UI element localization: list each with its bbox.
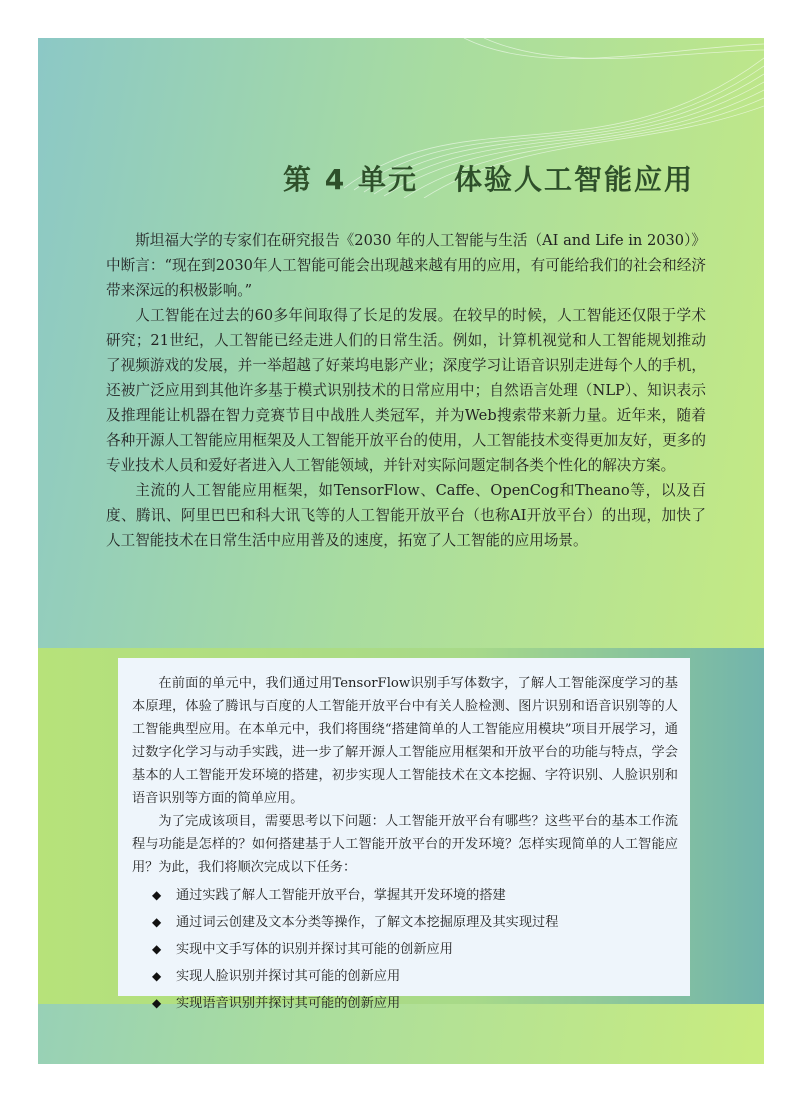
intro-paragraph: 斯坦福大学的专家们在研究报告《2030 年的人工智能与生活（AI and Life in 2030）》中断言：“现在到2030年人工智能可能会出现越来越有用的应用，有可能给我们的社会和经济带来深远的积极影响。”: [106, 232, 706, 299]
task-text: 通过词云创建及文本分类等操作，了解文本挖掘原理及其实现过程: [176, 915, 559, 930]
intro-paragraph: 人工智能在过去的60多年间取得了长足的发展。在较早的时候，人工智能还仅限于学术研究；21世纪，人工智能已经走进人们的日常生活。例如，计算机视觉和人工智能规划推动了视频游戏的发展，并一举超越了好莱坞电影产业；深度学习让语音识别走进每个人的手机，还被广泛应用到其他许多基于模式识别技术的日常应用中；自然语言处理（NLP）、知识表示及推理能让机器在智力竞赛节目中战胜人类冠军，并为Web搜索带来新力量。近年来，随着各种开源人工智能应用框架及人工智能开放平台的使用，人工智能技术变得更加友好，更多的专业技术人员和爱好者进入人工智能领域，并针对实际问题定制各类个性化的解决方案。: [106, 307, 706, 474]
task-item: [152, 882, 678, 909]
task-item: [152, 963, 678, 990]
task-text: 实现人脸识别并探讨其可能的创新应用: [176, 969, 401, 984]
overview-paragraph: 为了完成该项目，需要思考以下问题：人工智能开放平台有哪些？这些平台的基本工作流程与功能是怎样的？如何搭建基于人工智能开放平台的开发环境？怎样实现简单的人工智能应用？为此，我们将顺次完成以下任务：: [132, 814, 678, 875]
diamond-bullet-icon: ◆: [152, 996, 162, 1010]
task-text: 实现中文手写体的识别并探讨其可能的创新应用: [176, 942, 453, 957]
task-item: [152, 909, 678, 936]
diamond-bullet-icon: ◆: [152, 969, 162, 983]
unit-overview-box: [118, 658, 690, 1011]
unit-name: 体验人工智能应用: [453, 163, 694, 196]
overview-paragraph: 在前面的单元中，我们通过用TensorFlow识别手写体数字，了解人工智能深度学习的基本原理，体验了腾讯与百度的人工智能开放平台中有关人脸检测、图片识别和语音识别等的人工智能典型应用。在本单元中，我们将围绕“搭建简单的人工智能应用模块”项目开展学习，通过数字化学习与动手实践，进一步了解开源人工智能应用框架和开放平台的功能与特点，学会基本的人工智能开发环境的搭建，初步实现人工智能技术在文本挖掘、字符识别、人脸识别和语音识别等方面的简单应用。: [132, 676, 678, 806]
task-text: 通过实践了解人工智能开放平台，掌握其开发环境的搭建: [176, 888, 506, 903]
intro-paragraph: 主流的人工智能应用框架，如TensorFlow、Caffe、OpenCog和Theano等，以及百度、腾讯、阿里巴巴和科大讯飞等的人工智能开放平台（也称AI开放平台）的出现，加快了人工智能技术在日常生活中应用普及的速度，拓宽了人工智能的应用场景。: [106, 482, 706, 549]
diamond-bullet-icon: ◆: [152, 942, 162, 956]
task-item: [152, 990, 678, 1017]
task-list: [132, 882, 678, 1017]
unit-opening-page: [38, 38, 764, 1064]
diamond-bullet-icon: ◆: [152, 915, 162, 929]
task-text: 实现语音识别并探讨其可能的创新应用: [176, 996, 401, 1011]
task-item: [152, 936, 678, 963]
unit-title: [283, 158, 694, 198]
unit-number: 第 4 单元: [283, 163, 418, 196]
unit-introduction: [106, 228, 706, 553]
diamond-bullet-icon: ◆: [152, 888, 162, 902]
